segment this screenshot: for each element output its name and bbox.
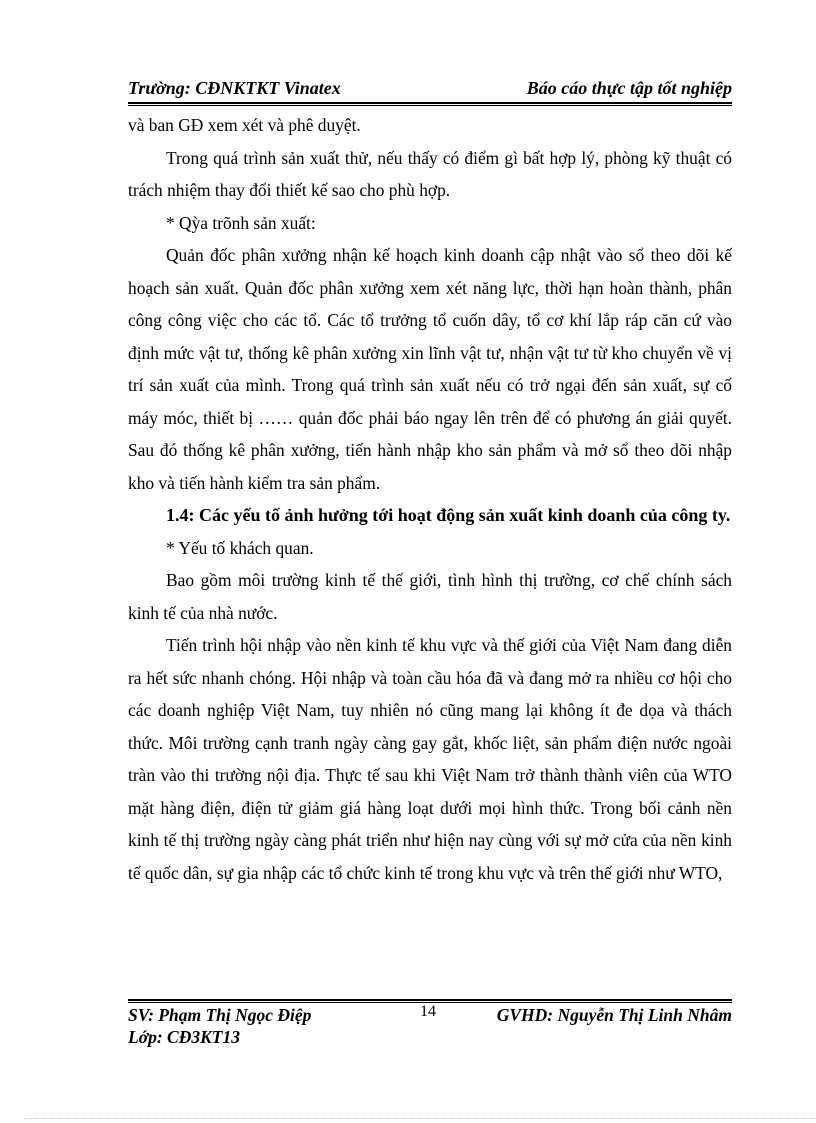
- footer-class: Lớp: CĐ3KT13: [128, 1027, 240, 1047]
- header-school: Trường: CĐNKTKT Vinatex: [128, 78, 341, 98]
- paragraph: Tiến trình hội nhập vào nền kinh tế khu vực và thế giới của Việt Nam đang diễn ra hết sức nhanh chóng. Hội nhập và toàn cầu hóa đã và đang mở ra nhiều cơ hội cho các doanh nghiệp Việt Nam, tuy nhiên nó cũng mang lại không ít đe dọa và thách thức. Môi trường cạnh tranh ngày càng gay gắt, khốc liệt, sản phẩm điện nước ngoài tràn vào thi trường nội địa. Thực tế sau khi Việt Nam trở thành thành viên của WTO mặt hàng điện, điện tử giảm giá hàng loạt dưới mọi hình thức. Trong bối cảnh nền kinh tế thị trường ngày càng phát triển như hiện nay cùng với sự mở cửa của nền kinh tế quốc dân, sự gia nhập các tổ chức kinh tế trong khu vực và trên thế giới như WTO,: [128, 635, 732, 883]
- section-heading: 1.4: Các yếu tố ảnh hưởng tới hoạt động sản xuất kinh doanh của công ty.: [166, 505, 731, 525]
- page-header: [128, 72, 732, 104]
- paragraph: Trong quá trình sản xuất thử, nếu thấy có điểm gì bất hợp lý, phòng kỹ thuật có trách nhiệm thay đổi thiết kế sao cho phù hợp.: [128, 147, 732, 200]
- footer-student-name: SV: Phạm Thị Ngọc Điệp: [128, 1005, 312, 1025]
- paragraph: và ban GĐ xem xét và phê duyệt.: [128, 115, 361, 135]
- paragraph: * Yếu tố khách quan.: [166, 537, 314, 558]
- paragraph: * Qỳa trõnh sản xuất:: [166, 212, 316, 233]
- footer-student-info: [128, 1004, 311, 1048]
- header-report-title: Báo cáo thực tập tốt nghiệp: [526, 78, 732, 98]
- document-body: [128, 109, 732, 889]
- page-bottom-edge: [24, 1118, 816, 1119]
- header-divider: [128, 102, 732, 106]
- footer-advisor: GVHD: Nguyễn Thị Linh Nhâm: [496, 1005, 732, 1025]
- page-number: 14: [420, 1003, 436, 1020]
- paragraph: Quản đốc phân xưởng nhận kế hoạch kinh doanh cập nhật vào sổ theo dõi kế hoạch sản xuất. Quản đốc phân xưởng xem xét năng lực, thời hạn hoàn thành, phân công công việc cho các tổ. Các tổ trưởng tổ cuốn dây, tổ cơ khí lắp ráp căn cứ vào định mức vật tư, thống kê phân xưởng xin lĩnh vật tư, nhận vật tư từ kho chuyển về vị trí sản xuất của mình. Trong quá trình sản xuất nếu có trở ngại đến sản xuất, sự cố máy móc, thiết bị …… quản đốc phải báo ngay lên trên để có phương án giải quyết. Sau đó thống kê phân xưởng, tiến hành nhập kho sản phẩm và mở sổ theo dõi nhập kho và tiến hành kiểm tra sản phẩm.: [128, 245, 732, 493]
- paragraph: Bao gồm môi trường kinh tế thế giới, tình hình thị trường, cơ chế chính sách kinh tế của nhà nước.: [128, 570, 732, 623]
